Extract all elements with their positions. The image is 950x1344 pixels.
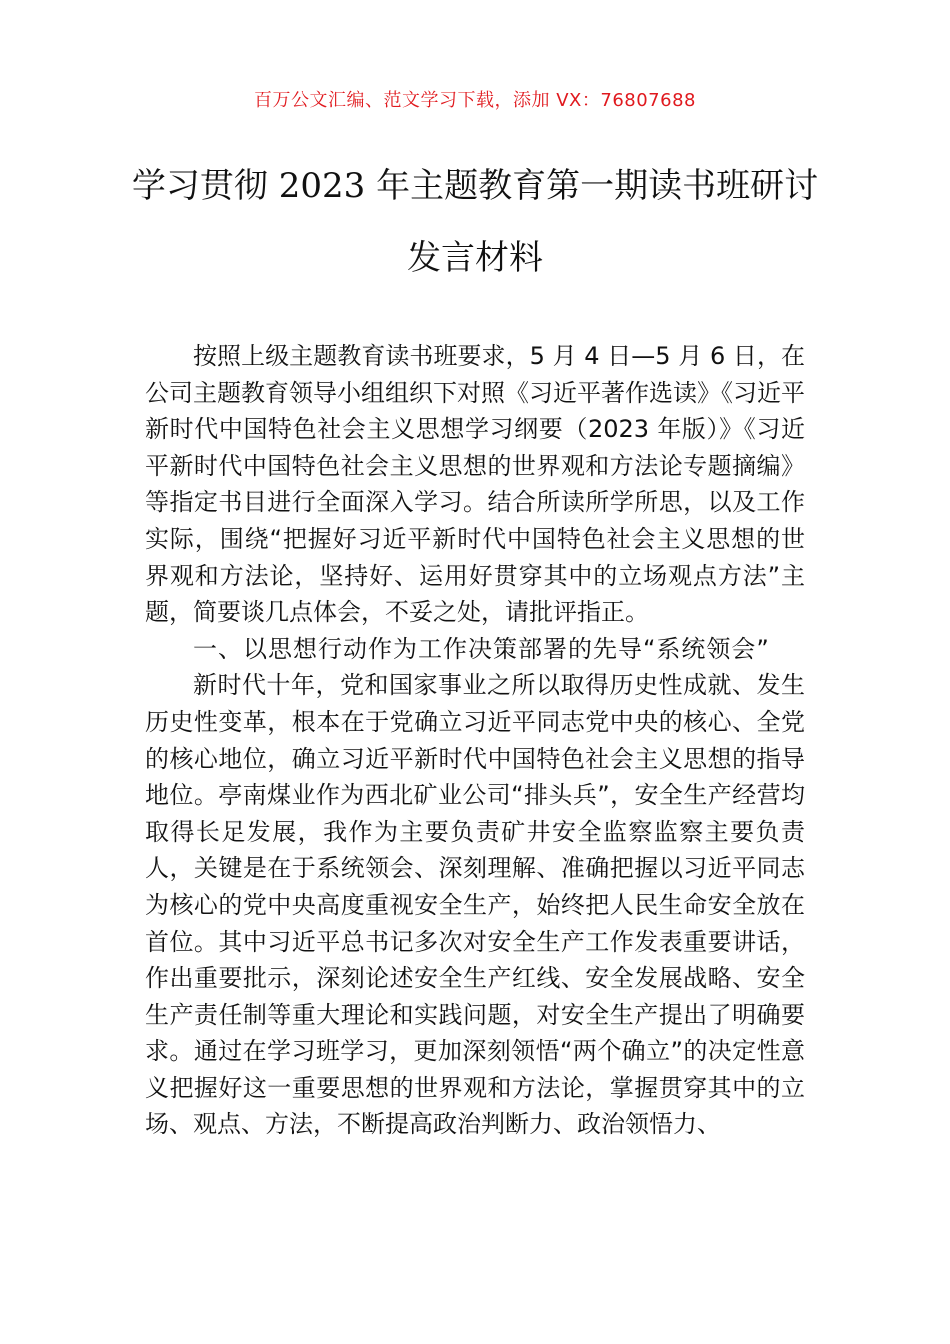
document-body [145, 338, 805, 1143]
section-heading-1: 一、以思想行动作为工作决策部署的先导“系统领会” [193, 634, 770, 663]
intro-paragraph: 按照上级主题教育读书班要求，5 月 4 日—5 月 6 日，在公司主题教育领导小组组织下对照《习近平著作选读》《习近平新时代中国特色社会主义思想学习纲要（2023 年版）》《习近平新时代中国特色社会主义思想的世界观和方法论专题摘编》等指定书目进行全面深入学习。结合所读所学所思，以及工作实际，围绕“把握好习近平新时代中国特色社会主义思想的世界观和方法论，坚持好、运用好贯穿其中的立场观点方法”主题，简要谈几点体会，不妥之处，请批评指正。 [145, 342, 805, 627]
header-promo-note: 百万公文汇编、范文学习下载，添加 VX：76807688 [254, 90, 696, 111]
section-1-paragraph: 新时代十年，党和国家事业之所以取得历史性成就、发生历史性变革，根本在于党确立习近平同志党中央的核心、全党的核心地位，确立习近平新时代中国特色社会主义思想的指导地位。亭南煤业作为西北矿业公司“排头兵”，安全生产经营均取得长足发展，我作为主要负责矿井安全监察监察主要负责人，关键是在于系统领会、深刻理解、准确把握以习近平同志为核心的党中央高度重视安全生产，始终把人民生命安全放在首位。其中习近平总书记多次对安全生产工作发表重要讲话，作出重要批示，深刻论述安全生产红线、安全发展战略、安全生产责任制等重大理论和实践问题，对安全生产提出了明确要求。通过在学习班学习，更加深刻领悟“两个确立”的决定性意义把握好这一重要思想的世界观和方法论，掌握贯穿其中的立场、观点、方法，不断提高政治判断力、政治领悟力、 [145, 671, 805, 1139]
document-title: 学习贯彻 2023 年主题教育第一期读书班研讨发言材料 [131, 166, 819, 278]
